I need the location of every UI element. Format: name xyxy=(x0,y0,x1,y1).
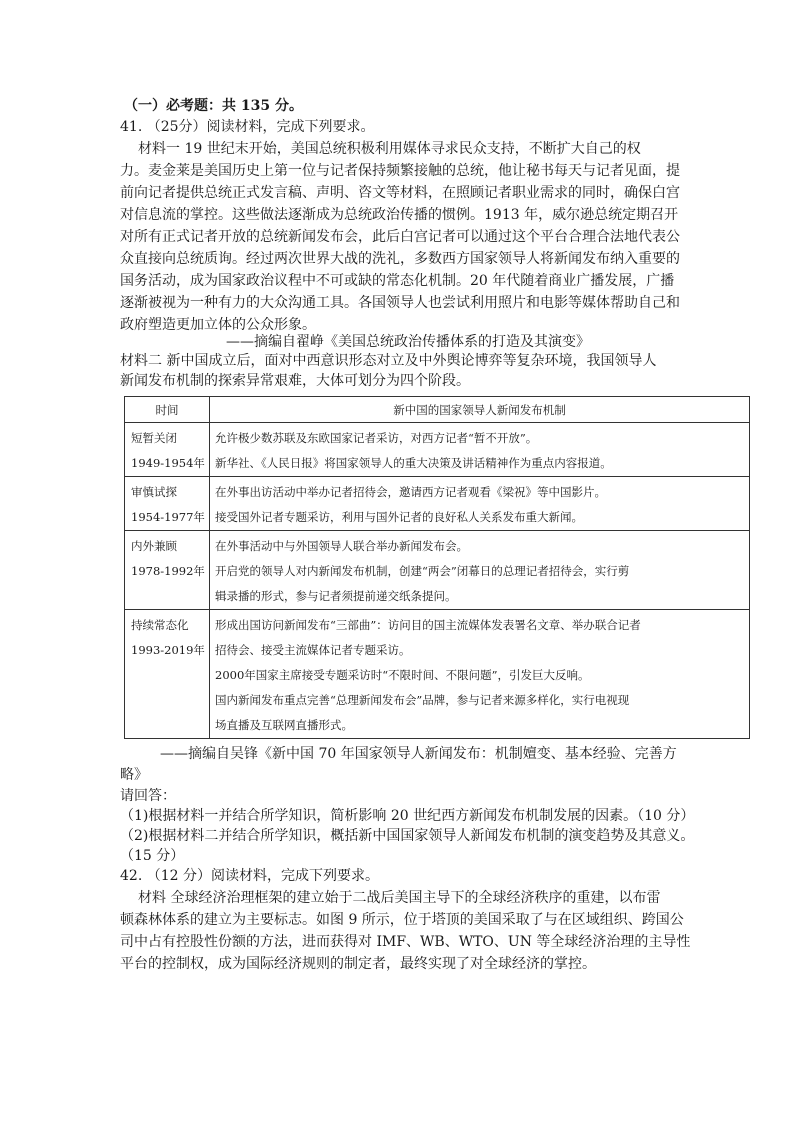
mechanism-cell xyxy=(210,477,750,531)
mechanism-line: 国内新闻发布重点完善“总理新闻发布会”品牌，参与记者来源多样化，实行电视现 xyxy=(215,693,630,707)
q42-material-line: 材料 全球经济治理框架的建立始于二战后美国主导下的全球经济秩序的重建，以布雷 xyxy=(138,890,661,906)
material2-source: ——摘编自吴锋《新中国 70 年国家领导人新闻发布：机制嬗变、基本经验、完善方 xyxy=(160,746,677,762)
material1-source: ——摘编自翟峥《美国总统政治传播体系的打造及其演变》 xyxy=(226,334,590,350)
task-2-score: （15 分） xyxy=(120,848,185,864)
material1-line: 逐渐被视为一种有力的大众沟通工具。各国领导人也尝试利用照片和电影等媒体帮助自己和 xyxy=(120,295,680,311)
material1-line: 力。麦金莱是美国历史上第一位与记者保持频繁接触的总统，他让秘书每天与记者见面，提 xyxy=(120,163,680,179)
stage-years: 1993-2019年 xyxy=(131,643,205,657)
material2-line: 材料二 新中国成立后，面对中西意识形态对立及中外舆论博弈等复杂环境，我国领导人 xyxy=(120,353,657,369)
mechanism-cell xyxy=(210,531,750,610)
q41-header: 41. （25分）阅读材料，完成下列要求。 xyxy=(120,119,375,135)
mechanism-line: 形成出国访问新闻发布“三部曲”：访问目的国主流媒体发表署名文章、举办联合记者 xyxy=(215,618,641,632)
stage-years: 1978-1992年 xyxy=(131,564,205,578)
material1-line: 对所有正式记者开放的总统新闻发布会，此后白宫记者可以通过这个平台合理合法地代表公 xyxy=(120,229,680,245)
task-1: （1)根据材料一并结合所学知识，简析影响 20 世纪西方新闻发布机制发展的因素。（10 分） xyxy=(120,808,695,824)
mechanism-line: 招待会、接受主流媒体记者专题采访。 xyxy=(215,643,411,657)
stage-cell xyxy=(125,610,210,739)
mechanism-cell xyxy=(210,423,750,477)
col-header-mechanism: 新中国的国家领导人新闻发布机制 xyxy=(210,397,750,423)
mechanism-line: 在外事活动中与外国领导人联合举办新闻发布会。 xyxy=(215,539,468,553)
mechanism-line: 开启党的领导人对内新闻发布机制，创建“两会”闭幕日的总理记者招待会，实行剪 xyxy=(215,564,630,578)
material1-line: 国务活动，成为国家政治议程中不可或缺的常态化机制。20 年代随着商业广播发展，广播 xyxy=(120,273,675,289)
table-header-row xyxy=(125,397,750,423)
material1-line: 对信息流的掌控。这些做法逐渐成为总统政治传播的惯例。1913 年，威尔逊总统定期召开 xyxy=(120,207,679,223)
q42-material-line: 平台的控制权，成为国际经济规则的制定者，最终实现了对全球经济的掌控。 xyxy=(120,956,596,972)
mechanism-line: 辑录播的形式，参与记者须提前递交纸条提问。 xyxy=(215,589,457,603)
section-title: （一）必考题：共 135 分。 xyxy=(124,98,303,114)
stage-years: 1949-1954年 xyxy=(131,456,205,470)
mechanism-line: 2000年国家主席接受专题采访时“不限时间、不限问题”，引发巨大反响。 xyxy=(215,668,590,682)
mechanism-line: 在外事出访活动中举办记者招待会，邀请西方记者观看《梁祝》等中国影片。 xyxy=(215,485,606,499)
table-row xyxy=(125,423,750,477)
stage-cell xyxy=(125,477,210,531)
material1-line: 前向记者提供总统正式发言稿、声明、咨文等材料，在照顾记者职业需求的同时，确保白宫 xyxy=(120,185,680,201)
mechanism-line: 允许极少数苏联及东欧国家记者采访，对西方记者“暂不开放”。 xyxy=(215,431,538,445)
mechanism-line: 新华社、《人民日报》将国家领导人的重大决策及讲话精神作为重点内容报道。 xyxy=(215,456,612,470)
col-header-time: 时间 xyxy=(125,397,210,423)
table-row xyxy=(125,610,750,739)
mechanism-line: 接受国外记者专题采访，利用与国外记者的良好私人关系发布重大新闻。 xyxy=(215,510,583,524)
stage-years: 1954-1977年 xyxy=(131,510,205,524)
table-row xyxy=(125,477,750,531)
stage-name: 内外兼顾 xyxy=(131,539,177,553)
material1-line: 众直接向总统质询。经过两次世界大战的洗礼，多数西方国家领导人将新闻发布纳入重要的 xyxy=(120,251,680,267)
press-mechanism-table xyxy=(124,396,750,739)
table-row xyxy=(125,531,750,610)
stage-name: 审慎试探 xyxy=(131,485,177,499)
stage-cell xyxy=(125,423,210,477)
stage-name: 持续常态化 xyxy=(131,618,189,632)
q42-header: 42. （12 分）阅读材料，完成下列要求。 xyxy=(120,868,379,884)
answer-prompt: 请回答： xyxy=(120,788,176,804)
stage-cell xyxy=(125,531,210,610)
task-2: （2)根据材料二并结合所学知识，概括新中国国家领导人新闻发布机制的演变趋势及其意义。 xyxy=(120,828,695,844)
material1-line: 材料一 19 世纪末开始，美国总统积极利用媒体寻求民众支持，不断扩大自己的权 xyxy=(138,141,641,157)
material1-line: 政府塑造更加立体的公众形象。 xyxy=(120,317,316,333)
mechanism-cell xyxy=(210,610,750,739)
q42-material-line: 顿森林体系的建立为主要标志。如图 9 所示，位于塔顶的美国采取了与在区域组织、跨国公 xyxy=(120,912,684,928)
material2-line: 新闻发布机制的探索异常艰难，大体可划分为四个阶段。 xyxy=(120,373,470,389)
material2-source-cont: 略》 xyxy=(120,767,148,783)
mechanism-line: 场直播及互联网直播形式。 xyxy=(215,718,353,732)
stage-name: 短暂关闭 xyxy=(131,431,177,445)
q42-material-line: 司中占有控股性份额的方法，进而获得对 IMF、WB、WTO、UN 等全球经济治理的主导性 xyxy=(120,934,691,950)
